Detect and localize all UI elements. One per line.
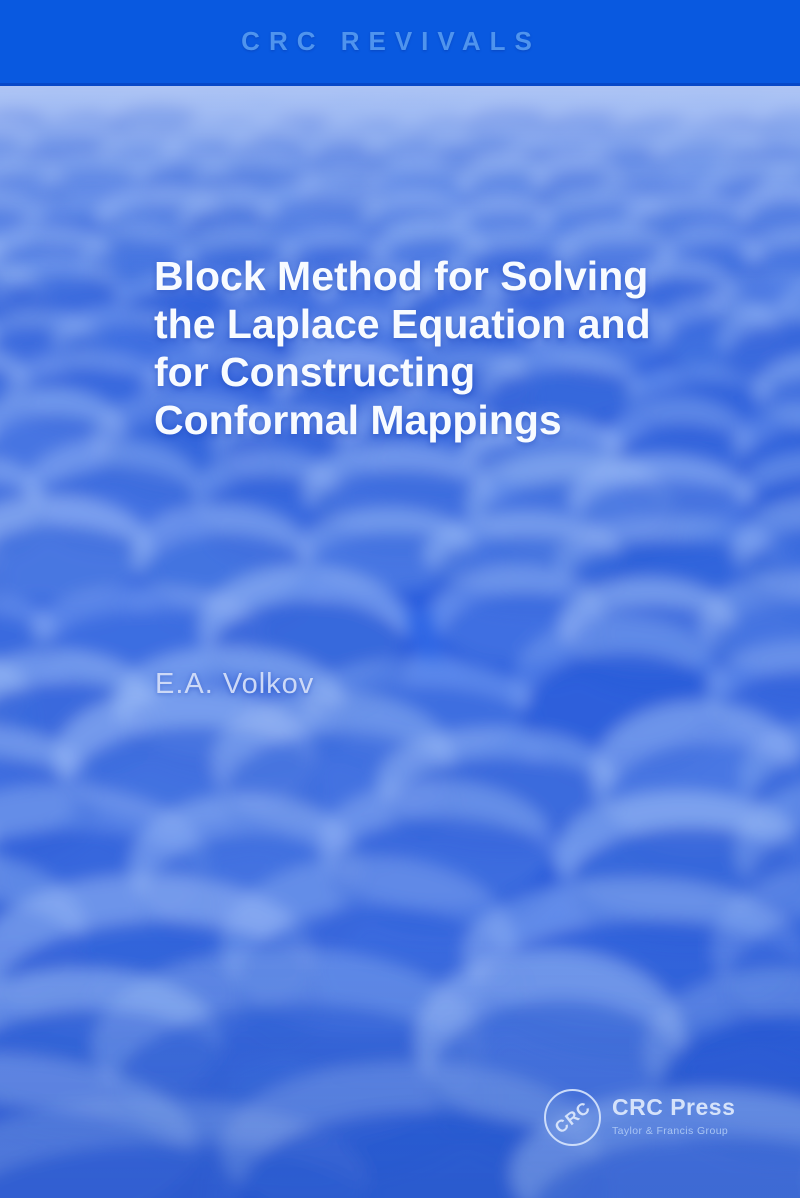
title-line-4: Conformal Mappings bbox=[154, 397, 562, 443]
title-line-3: for Constructing bbox=[154, 349, 476, 395]
series-label: CRC REVIVALS bbox=[241, 26, 541, 56]
publisher-name: CRC Press bbox=[612, 1094, 736, 1120]
author-name: E.A. Volkov bbox=[155, 668, 315, 700]
crc-press-logo-icon bbox=[544, 1089, 601, 1146]
publisher-text bbox=[612, 1089, 735, 1137]
book-title bbox=[154, 252, 714, 444]
series-banner bbox=[0, 0, 800, 86]
crc-logo-monogram: CRC bbox=[550, 1097, 594, 1137]
publisher-tagline: Taylor & Francis Group bbox=[612, 1125, 729, 1137]
title-line-1: Block Method for Solving bbox=[154, 253, 649, 299]
title-line-2: the Laplace Equation and bbox=[154, 301, 651, 347]
publisher-block bbox=[544, 1089, 735, 1146]
